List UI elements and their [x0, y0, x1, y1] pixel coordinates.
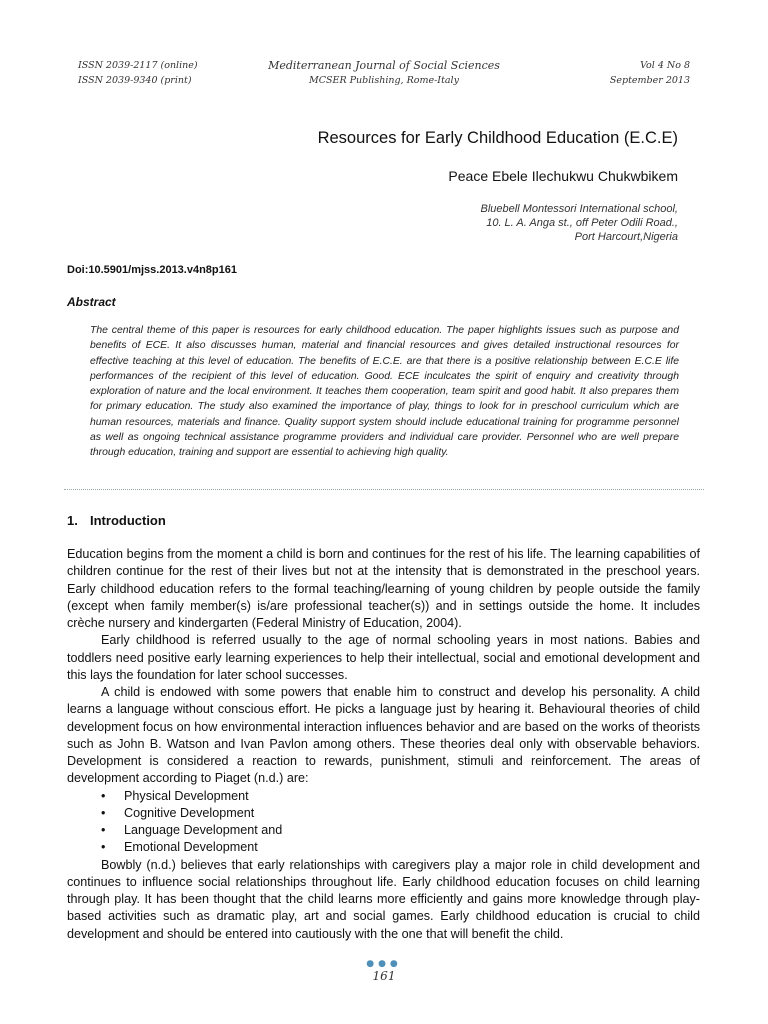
section-title: Introduction	[90, 513, 166, 528]
doi: Doi:10.5901/mjss.2013.v4n8p161	[67, 264, 238, 276]
page-number: 161	[372, 969, 396, 983]
development-list	[67, 788, 700, 857]
list-item-text: Language Development and	[124, 823, 283, 837]
affiliation-line: Port Harcourt,Nigeria	[574, 231, 678, 243]
issn-online: ISSN 2039-2117 (online)	[78, 60, 198, 71]
bullet-icon: •	[101, 788, 106, 803]
publisher: MCSER Publishing, Rome-Italy	[309, 75, 459, 86]
section-number: 1.	[67, 513, 78, 528]
author-name: Peace Ebele Ilechukwu Chukwbikem	[448, 168, 678, 184]
section-divider	[64, 489, 704, 490]
paragraph: Education begins from the moment a child is born and continues for the rest of his life. The learning capabilities of children continue for the rest of their lives but not at the intensity that is demonstrated in the preschool years. Early childhood education refers to the formal teaching/learning of young children by people outside the family (except when family member(s) is/are professional teacher(s)) and in settings outside the home. It includes crèche nursery and kindergarten (Federal Ministry of Education, 2004).	[67, 547, 700, 630]
author-affiliation	[480, 202, 678, 244]
affiliation-line: Bluebell Montessori International school,	[480, 203, 678, 215]
list-item-text: Cognitive Development	[124, 805, 255, 820]
abstract-text: The central theme of this paper is resources for early childhood education. The paper highlights issues such as purpose and benefits of ECE. It also discusses human, material and financial resources and gives detailed instructional resources for effective teaching at this level of education. The benefits of E.C.E. are that there is a positive relationship between E.C.E life performances of the recipient of this level of education. Good. ECE inculcates the spirit of enquiry and creativity through exploration of nature and the local environment. It teaches them cooperation, team spirit and good habit. It also prepares them for primary education. The study also examined the importance of play, things to look for in preschool curriculum which are human resources, materials and finance. Quality support system should include educational training for programme personnel as well as ongoing technical assistance programme providers and individual care provider. Personnel who are well prepare through education, training and support are essential to achieving high quality.	[90, 325, 679, 459]
bullet-icon: •	[101, 823, 106, 837]
list-item	[67, 839, 700, 856]
bullet-icon: •	[101, 840, 106, 855]
section-heading	[67, 513, 166, 528]
body-text	[67, 546, 700, 943]
affiliation-line: 10. L. A. Anga st., off Peter Odili Road.,	[486, 217, 678, 229]
list-item	[67, 822, 700, 839]
list-item	[67, 805, 700, 822]
header-issue	[610, 58, 690, 88]
paragraph: A child is endowed with some powers that enable him to construct and develop his personality. A child learns a language without conscious effort. He picks a language just by hearing it. Behavioural theories of child development focus on how environmental interaction influences behavior and are based on the works of theorists such as John B. Watson and Ivan Pavlon among others. These theories deal only with observable behaviors. Development is considered a reaction to rewards, punishment, stimuli and reinforcement. The areas of development according to Piaget (n.d.) are:	[67, 685, 700, 786]
paper-title: Resources for Early Childhood Education (E.C.E)	[317, 129, 678, 147]
list-item-text: Emotional Development	[124, 840, 258, 855]
paragraph: Early childhood is referred usually to the age of normal schooling years in most nations. Babies and toddlers need positive early learning experiences to help their intellectual, social and emotional development and this lays the foundation for later school successes.	[67, 633, 700, 682]
journal-name: Mediterranean Journal of Social Sciences	[268, 59, 500, 72]
volume: Vol 4 No 8	[640, 60, 690, 71]
list-item	[67, 788, 700, 805]
bullet-icon: •	[101, 805, 106, 820]
paragraph: Bowbly (n.d.) believes that early relationships with caregivers play a major role in child development and continues to influence social relationships throughout life. Early childhood education focuses on child learning through play. It has been thought that the child learns more efficiently and gains more knowledge through play- based activities such as dramatic play, art and social games. Early childhood education is crucial to child development and should be entered into cautiously with the one that will benefit the child.	[67, 857, 700, 941]
list-item-text: Physical Development	[124, 788, 249, 803]
abstract-heading: Abstract	[67, 295, 116, 309]
issn-print: ISSN 2039-9340 (print)	[78, 75, 192, 86]
footer-dots-icon: ●●●	[366, 959, 402, 969]
issue-date: September 2013	[609, 75, 690, 86]
